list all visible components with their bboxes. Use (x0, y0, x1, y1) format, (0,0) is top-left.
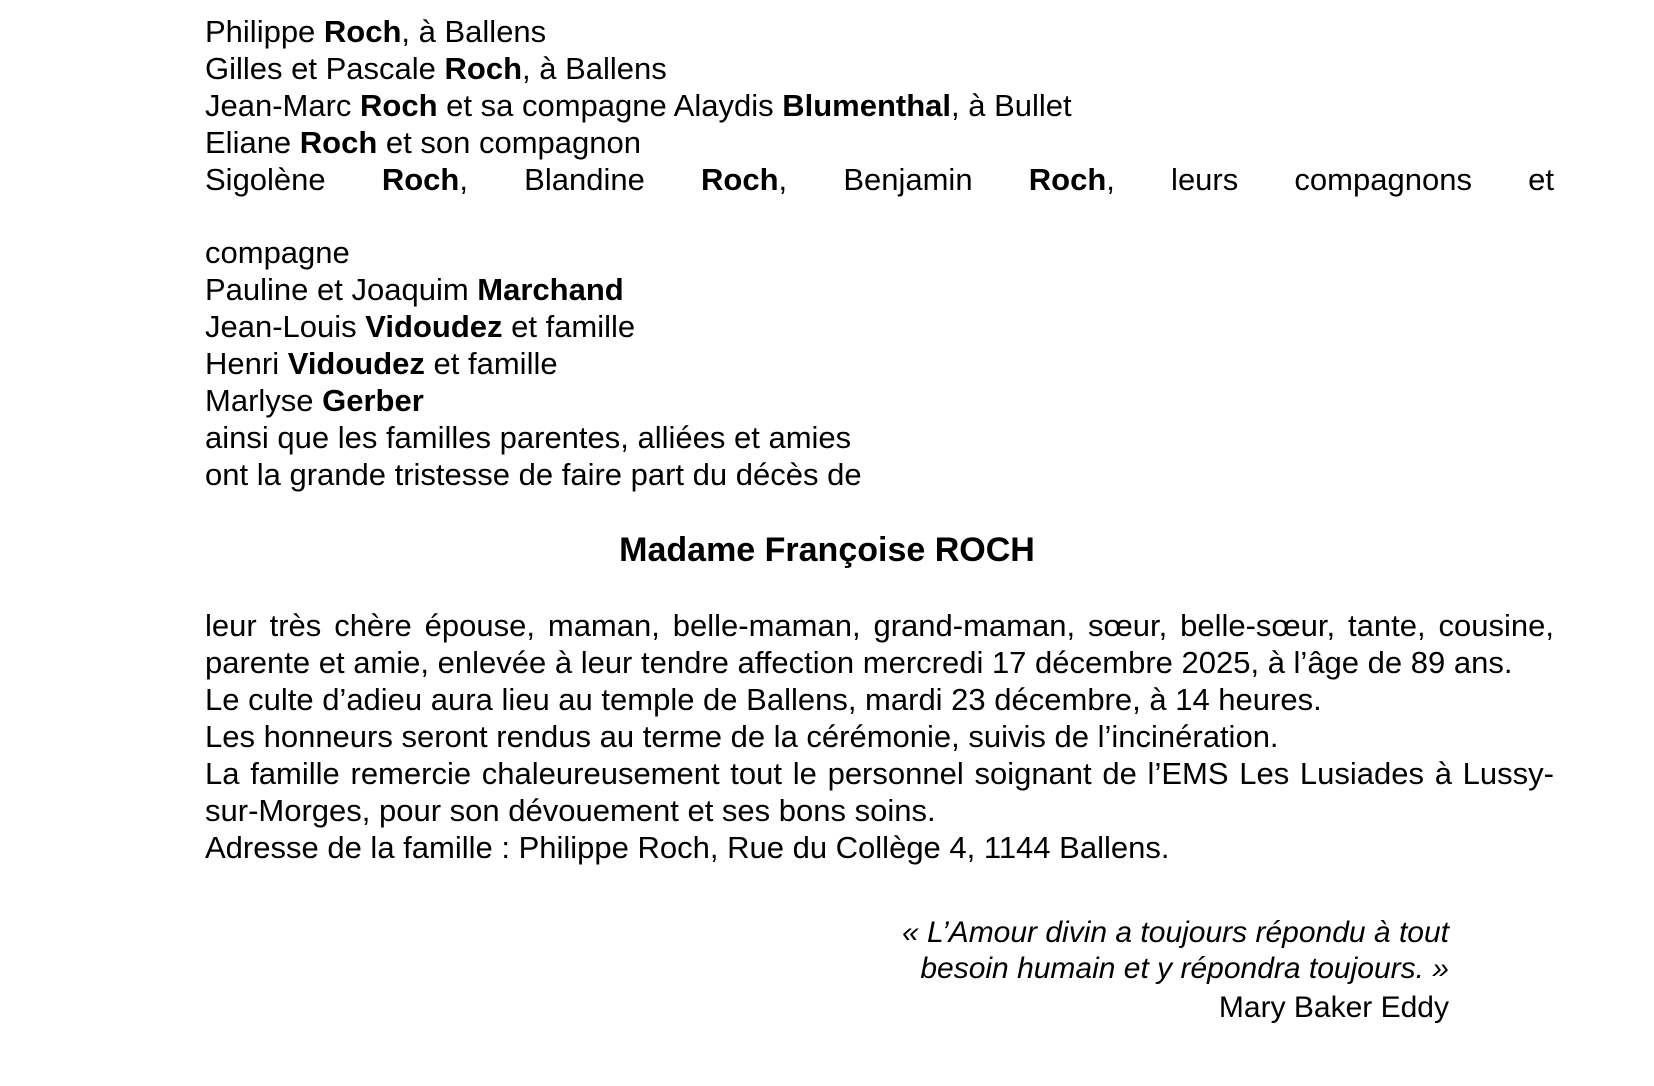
family-surname: Roch (701, 161, 779, 197)
family-text: Eliane (205, 124, 300, 160)
family-text: , à Ballens (522, 50, 667, 86)
family-line (205, 88, 1554, 125)
notice-body (205, 608, 1554, 866)
family-text: , leurs compagnons et (1106, 161, 1554, 197)
family-text: Gilles et Pascale (205, 50, 445, 86)
notice-paragraph-address: Adresse de la famille : Philippe Roch, Rue du Collège 4, 1144 Ballens. (205, 829, 1170, 865)
family-surname: Roch (444, 50, 522, 86)
deceased-name: Madame Françoise ROCH (619, 531, 1035, 570)
family-surname: Gerber (322, 382, 424, 418)
family-text: et famille (424, 345, 558, 381)
family-line (205, 383, 1554, 420)
notice-paragraph-thanks: La famille remercie chaleureusement tout le personnel soignant de l’EMS Les Lusiades à Lussy-sur-Morges, pour son dévouement et ses bons soins. (205, 755, 1554, 828)
quote-author: Mary Baker Eddy (1218, 990, 1449, 1024)
family-line (205, 162, 1554, 236)
family-text: Jean-Marc (205, 87, 361, 123)
family-line (205, 346, 1554, 383)
family-text: Sigolène (205, 161, 382, 197)
family-list (205, 14, 1554, 493)
family-line (205, 309, 1554, 346)
family-surname: Vidoudez (365, 309, 503, 344)
notice-paragraph-ceremony: Le culte d’adieu aura lieu au temple de Ballens, mardi 23 décembre, à 14 heures. (205, 682, 1322, 718)
family-surname: Roch (360, 87, 438, 123)
family-text: , à Bullet (951, 87, 1072, 123)
family-text: Jean-Louis (205, 309, 366, 344)
family-text: compagne (205, 235, 350, 271)
family-line (205, 420, 1554, 457)
quote-line-1: « L’Amour divin a toujours répondu à tout (901, 915, 1449, 949)
family-line (205, 235, 1554, 272)
family-surname: Vidoudez (287, 345, 425, 381)
family-text: , à Ballens (401, 14, 547, 49)
family-text: ainsi que les familles parentes, alliées et amies (205, 419, 852, 455)
family-text: Pauline et Joaquim (205, 272, 478, 308)
family-text: , Benjamin (778, 161, 1029, 197)
notice-paragraph-announcement: leur très chère épouse, maman, belle-maman, grand-maman, sœur, belle-sœur, tante, cousine, parente et amie, enlevée à leur tendre affection mercredi 17 décembre 2025, à l’âge de 89 ans. (205, 608, 1554, 681)
notice-paragraph-honours: Les honneurs seront rendus au terme de la cérémonie, suivis de l’incinération. (205, 719, 1279, 754)
family-line (205, 125, 1554, 162)
quote-block (205, 915, 1554, 1027)
family-surname: Blumenthal (782, 87, 951, 123)
family-text: , Blandine (459, 161, 702, 197)
family-line (205, 457, 1554, 494)
family-text: ont la grande tristesse de faire part du décès de (205, 456, 862, 492)
quote-line-2: besoin humain et y répondra toujours. » (920, 952, 1449, 986)
family-text: Philippe (205, 14, 324, 49)
family-line (205, 51, 1554, 88)
family-line (205, 272, 1554, 309)
family-surname: Roch (381, 161, 460, 197)
family-text: Henri (205, 345, 288, 381)
family-text: Marlyse (205, 382, 323, 418)
family-text: et sa compagne Alaydis (437, 87, 783, 123)
family-surname: Marchand (477, 272, 624, 308)
family-surname: Roch (299, 124, 378, 160)
family-text: et famille (502, 309, 636, 344)
family-line (205, 14, 1554, 51)
family-text: et son compagnon (377, 124, 641, 160)
family-surname: Roch (1028, 161, 1107, 197)
family-surname: Roch (323, 14, 402, 49)
